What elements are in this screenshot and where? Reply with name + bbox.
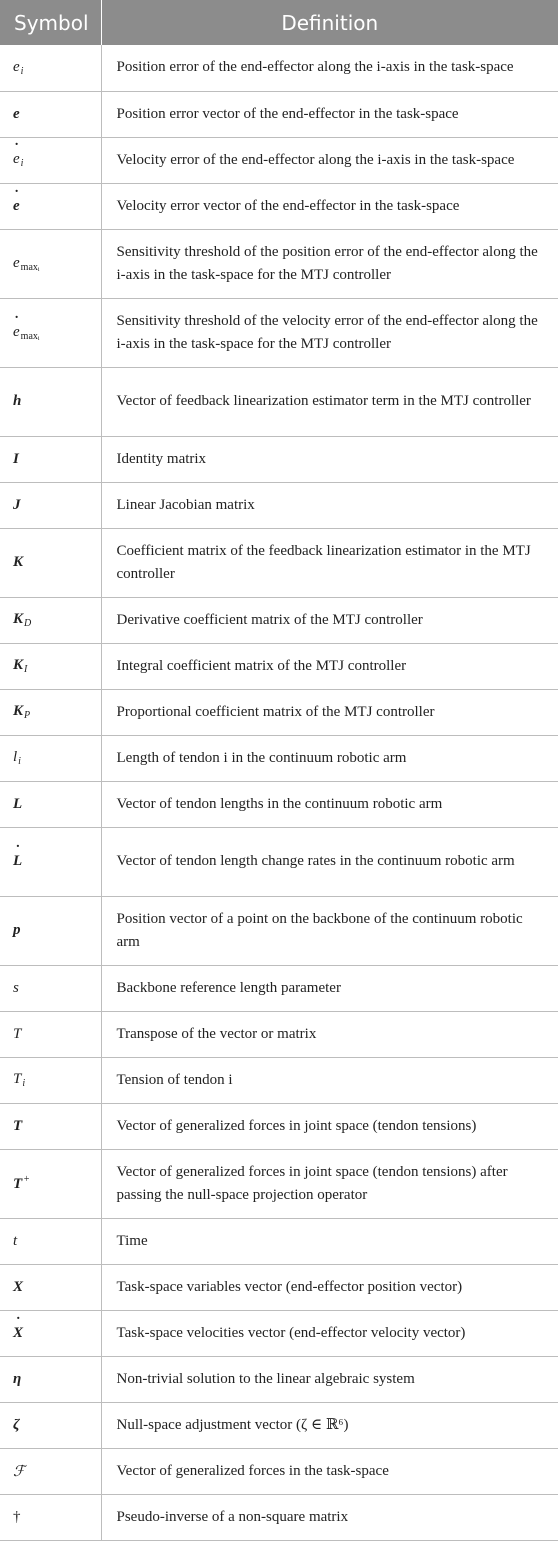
table-row <box>0 91 558 137</box>
header-definition: Definition <box>101 0 558 45</box>
definition-cell: Vector of generalized forces in the task-space <box>101 1448 558 1494</box>
symbol-base: ˙ e <box>13 198 20 215</box>
symbol-base: K <box>13 657 24 673</box>
symbol-subscript: I <box>24 664 28 675</box>
table-row <box>0 45 558 91</box>
definition-cell: Position error of the end-effector along the i-axis in the task-space <box>101 45 558 91</box>
symbol-cell <box>0 298 101 367</box>
table-row <box>0 1264 558 1310</box>
symbol-cell <box>0 1264 101 1310</box>
definition-cell: Backbone reference length parameter <box>101 965 558 1011</box>
definition-cell: Length of tendon i in the continuum robotic arm <box>101 735 558 781</box>
symbol-cell <box>0 896 101 965</box>
symbol-base: T <box>13 1025 22 1042</box>
symbol-cell <box>0 1494 101 1540</box>
symbol-cell <box>0 367 101 436</box>
symbol-base: ˙ X <box>13 1325 23 1342</box>
symbol-cell <box>0 1057 101 1103</box>
symbol-base: † <box>13 1508 21 1525</box>
definition-cell: Null-space adjustment vector (ζ ∈ ℝ⁶) <box>101 1402 558 1448</box>
header-row <box>0 0 558 45</box>
definition-cell: Linear Jacobian matrix <box>101 482 558 528</box>
symbol-cell <box>0 1402 101 1448</box>
table-row <box>0 367 558 436</box>
definition-cell: Integral coefficient matrix of the MTJ controller <box>101 643 558 689</box>
symbol-base: I <box>13 450 19 467</box>
symbol-base: ζ <box>13 1416 20 1433</box>
symbol-cell <box>0 436 101 482</box>
symbol-cell <box>0 1149 101 1218</box>
symbol-cell <box>0 528 101 597</box>
definition-cell: Pseudo-inverse of a non-square matrix <box>101 1494 558 1540</box>
definition-cell: Vector of generalized forces in joint space (tendon tensions) after passing the null-space projection operator <box>101 1149 558 1218</box>
symbol-cell <box>0 827 101 896</box>
definition-cell: Identity matrix <box>101 436 558 482</box>
symbol-base: ˙ L <box>13 853 22 870</box>
symbol-cell <box>0 1011 101 1057</box>
symbol-subscript: i <box>20 158 24 169</box>
table-row <box>0 781 558 827</box>
table-row <box>0 528 558 597</box>
symbol-subscript: i <box>18 756 21 767</box>
table-row <box>0 597 558 643</box>
symbol-cell <box>0 91 101 137</box>
definition-cell: Transpose of the vector or matrix <box>101 1011 558 1057</box>
symbol-cell <box>0 1103 101 1149</box>
table-row <box>0 482 558 528</box>
symbol-subscript: D <box>24 618 32 629</box>
symbol-base: ˙ e <box>13 151 20 168</box>
symbol-cell <box>0 597 101 643</box>
symbol-base: K <box>13 554 24 570</box>
definition-cell: Time <box>101 1218 558 1264</box>
symbol-base: K <box>13 703 24 719</box>
definition-cell: Vector of tendon lengths in the continuum robotic arm <box>101 781 558 827</box>
definition-cell: Proportional coefficient matrix of the MTJ controller <box>101 689 558 735</box>
definition-cell: Position error vector of the end-effector in the task-space <box>101 91 558 137</box>
symbol-cell <box>0 643 101 689</box>
symbol-base: η <box>13 1370 22 1387</box>
definition-cell: Derivative coefficient matrix of the MTJ controller <box>101 597 558 643</box>
symbol-base: T <box>13 1176 23 1192</box>
definition-cell: Non-trivial solution to the linear algebraic system <box>101 1356 558 1402</box>
table-row <box>0 1149 558 1218</box>
table-row <box>0 643 558 689</box>
table-row <box>0 827 558 896</box>
symbol-cell <box>0 137 101 183</box>
symbol-base: T <box>13 1071 22 1087</box>
table-row <box>0 1103 558 1149</box>
symbol-subscript: maxᵢ <box>20 261 40 273</box>
symbol-cell <box>0 183 101 229</box>
definition-cell: Vector of feedback linearization estimator term in the MTJ controller <box>101 367 558 436</box>
symbol-base: t <box>13 1232 18 1249</box>
symbol-base: e <box>13 58 20 75</box>
table-row <box>0 183 558 229</box>
symbol-base: h <box>13 393 22 409</box>
table-row <box>0 137 558 183</box>
symbol-superscript: + <box>23 1174 30 1185</box>
symbol-subscript: maxᵢ <box>20 330 40 342</box>
table-row <box>0 1402 558 1448</box>
symbol-cell <box>0 781 101 827</box>
table-row <box>0 965 558 1011</box>
table-row <box>0 436 558 482</box>
header-symbol: Symbol <box>0 0 101 45</box>
symbol-subscript: i <box>20 65 24 77</box>
symbol-base: ˙ e <box>13 324 20 341</box>
definition-cell: Tension of tendon i <box>101 1057 558 1103</box>
definition-cell: Velocity error of the end-effector along the i-axis in the task-space <box>101 137 558 183</box>
symbol-subscript: i <box>22 1078 26 1089</box>
symbol-cell <box>0 1448 101 1494</box>
symbol-cell <box>0 965 101 1011</box>
table-row <box>0 1011 558 1057</box>
symbol-cell <box>0 482 101 528</box>
definition-cell: Task-space variables vector (end-effector position vector) <box>101 1264 558 1310</box>
table-row <box>0 1448 558 1494</box>
definition-cell: Vector of generalized forces in joint space (tendon tensions) <box>101 1103 558 1149</box>
definition-cell: Position vector of a point on the backbone of the continuum robotic arm <box>101 896 558 965</box>
definition-cell: Sensitivity threshold of the velocity error of the end-effector along the i-axis in the task-space for the MTJ controller <box>101 298 558 367</box>
table-row <box>0 229 558 298</box>
table-row <box>0 896 558 965</box>
symbol-cell <box>0 735 101 781</box>
symbol-base: L <box>13 795 23 812</box>
table-row <box>0 735 558 781</box>
symbol-base: J <box>13 496 21 513</box>
symbol-base: e <box>13 105 20 122</box>
symbol-base: s <box>13 979 19 996</box>
symbol-base: l <box>13 749 18 765</box>
table-row <box>0 1356 558 1402</box>
symbol-base: T <box>13 1117 23 1134</box>
table-row <box>0 298 558 367</box>
symbol-base: p <box>13 922 21 938</box>
symbol-cell <box>0 229 101 298</box>
symbol-cell <box>0 689 101 735</box>
symbol-cell <box>0 1310 101 1356</box>
symbol-cell <box>0 1356 101 1402</box>
symbol-cell <box>0 1218 101 1264</box>
table-row <box>0 1057 558 1103</box>
definition-cell: Sensitivity threshold of the position error of the end-effector along the i-axis in the task-space for the MTJ controller <box>101 229 558 298</box>
definition-cell: Velocity error vector of the end-effector in the task-space <box>101 183 558 229</box>
table-row <box>0 1310 558 1356</box>
symbol-base: e <box>13 254 20 271</box>
symbol-base: ℱ <box>13 1462 25 1480</box>
symbol-base: K <box>13 611 24 627</box>
table-row <box>0 689 558 735</box>
definition-cell: Vector of tendon length change rates in the continuum robotic arm <box>101 827 558 896</box>
symbol-subscript: P <box>24 710 31 721</box>
definition-cell: Coefficient matrix of the feedback linearization estimator in the MTJ controller <box>101 528 558 597</box>
definition-cell: Task-space velocities vector (end-effector velocity vector) <box>101 1310 558 1356</box>
table-row <box>0 1494 558 1540</box>
symbol-base: X <box>13 1278 24 1295</box>
symbol-cell <box>0 45 101 91</box>
table-row <box>0 1218 558 1264</box>
